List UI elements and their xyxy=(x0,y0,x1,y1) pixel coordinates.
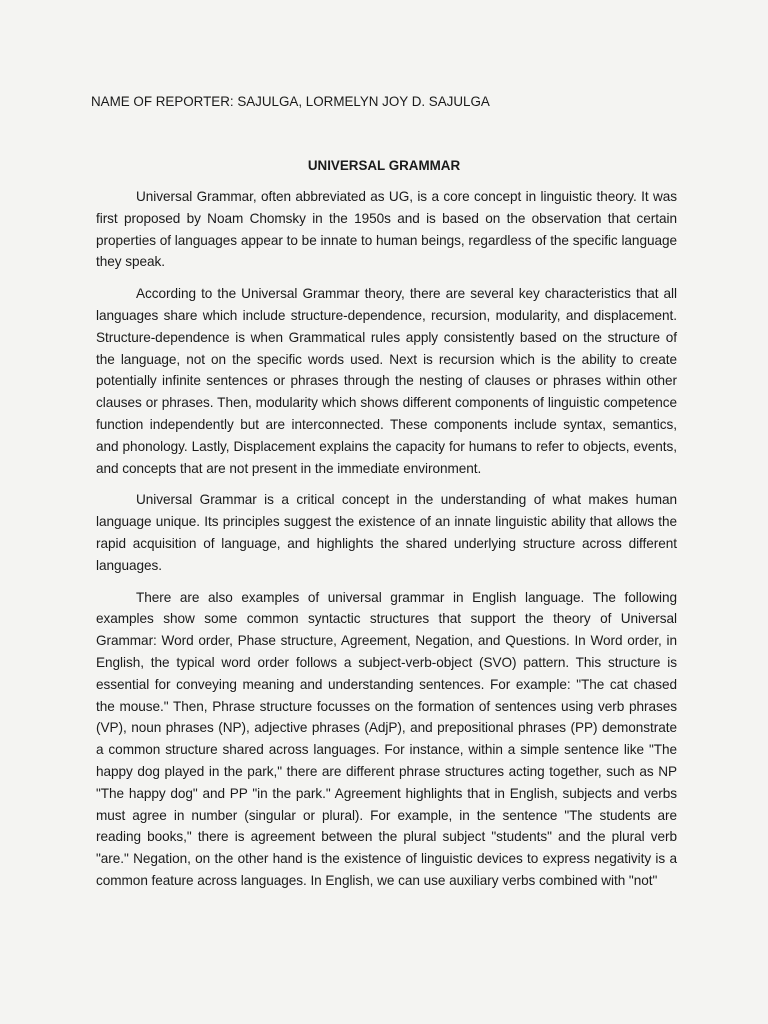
paragraph-characteristics: According to the Universal Grammar theory, there are several key characteristics that all languages share which include structure-dependence, recursion, modularity, and displacement. Structure-dependence is when Grammatical rules apply consistently based on the structure of the language, not on the specific words used. Next is recursion which is the ability to create potentially infinite sentences or phrases through the nesting of clauses or phrases within other clauses or phrases. Then, modularity which shows different components of linguistic competence function independently but are interconnected. These components include syntax, semantics, and phonology. Lastly, Displacement explains the capacity for humans to refer to objects, events, and concepts that are not present in the immediate environment. xyxy=(96,286,677,476)
document-title: UNIVERSAL GRAMMAR xyxy=(307,158,461,173)
reporter-name-line: NAME OF REPORTER: SAJULGA, LORMELYN JOY D. SAJULGA xyxy=(91,94,490,109)
document-body xyxy=(96,186,677,902)
paragraph-intro: Universal Grammar, often abbreviated as UG, is a core concept in linguistic theory. It was first proposed by Noam Chomsky in the 1950s and is based on the observation that certain properties of languages appear to be innate to human beings, regardless of the specific language they speak. xyxy=(96,189,677,270)
paragraph-significance: Universal Grammar is a critical concept in the understanding of what makes human language unique. Its principles suggest the existence of an innate linguistic ability that allows the rapid acquisition of language, and highlights the shared underlying structure across different languages. xyxy=(96,492,677,573)
paragraph-examples: There are also examples of universal grammar in English language. The following examples show some common syntactic structures that support the theory of Universal Grammar: Word order, Phase structure, Agreement, Negation, and Questions. In Word order, in English, the typical word order follows a subject-verb-object (SVO) pattern. This structure is essential for conveying meaning and understanding sentences. For example: "The cat chased the mouse." Then, Phrase structure focusses on the formation of sentences using verb phrases (VP), noun phrases (NP), adjective phrases (AdjP), and prepositional phrases (PP) demonstrate a common structure shared across languages. For instance, within a simple sentence like "The happy dog played in the park," there are different phrase structures acting together, such as NP "The happy dog" and PP "in the park." Agreement highlights that in English, subjects and verbs must agree in number (singular or plural). For example, in the sentence "The students are reading books," there is agreement between the plural subject "students" and the plural verb "are." Negation, on the other hand is the existence of linguistic devices to express negativity is a common feature across languages. In English, we can use auxiliary verbs combined with "not" xyxy=(96,589,677,888)
